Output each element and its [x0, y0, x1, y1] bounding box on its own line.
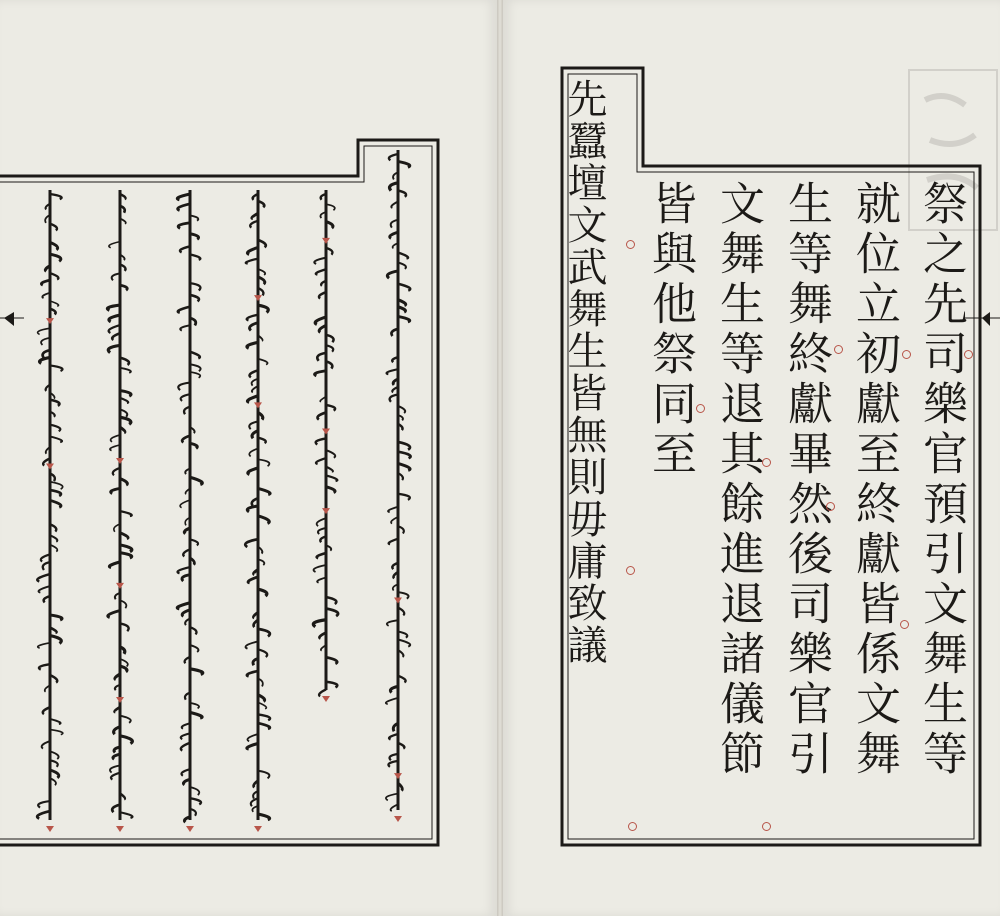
- text-column-4: 文舞生等退其餘進退諸儀節: [712, 180, 765, 780]
- manchu-column-1: [386, 150, 411, 822]
- manchu-column-4: [177, 190, 202, 832]
- manchu-column-5: [107, 190, 132, 832]
- manchu-column-2: [313, 190, 338, 702]
- text-column-5: 皆與他祭同至: [644, 180, 697, 480]
- manchu-column-6: [37, 190, 63, 832]
- text-column-3: 生等舞終獻畢然後司樂官引: [780, 180, 833, 780]
- text-column-2: 就位立初獻至終獻皆係文舞: [848, 180, 901, 780]
- text-column-1: 祭之先司樂官預引文舞生等: [915, 180, 968, 780]
- heading-column: 先蠶壇文武舞生皆無則毋庸致議: [561, 78, 607, 666]
- manchu-column-3: [245, 190, 270, 832]
